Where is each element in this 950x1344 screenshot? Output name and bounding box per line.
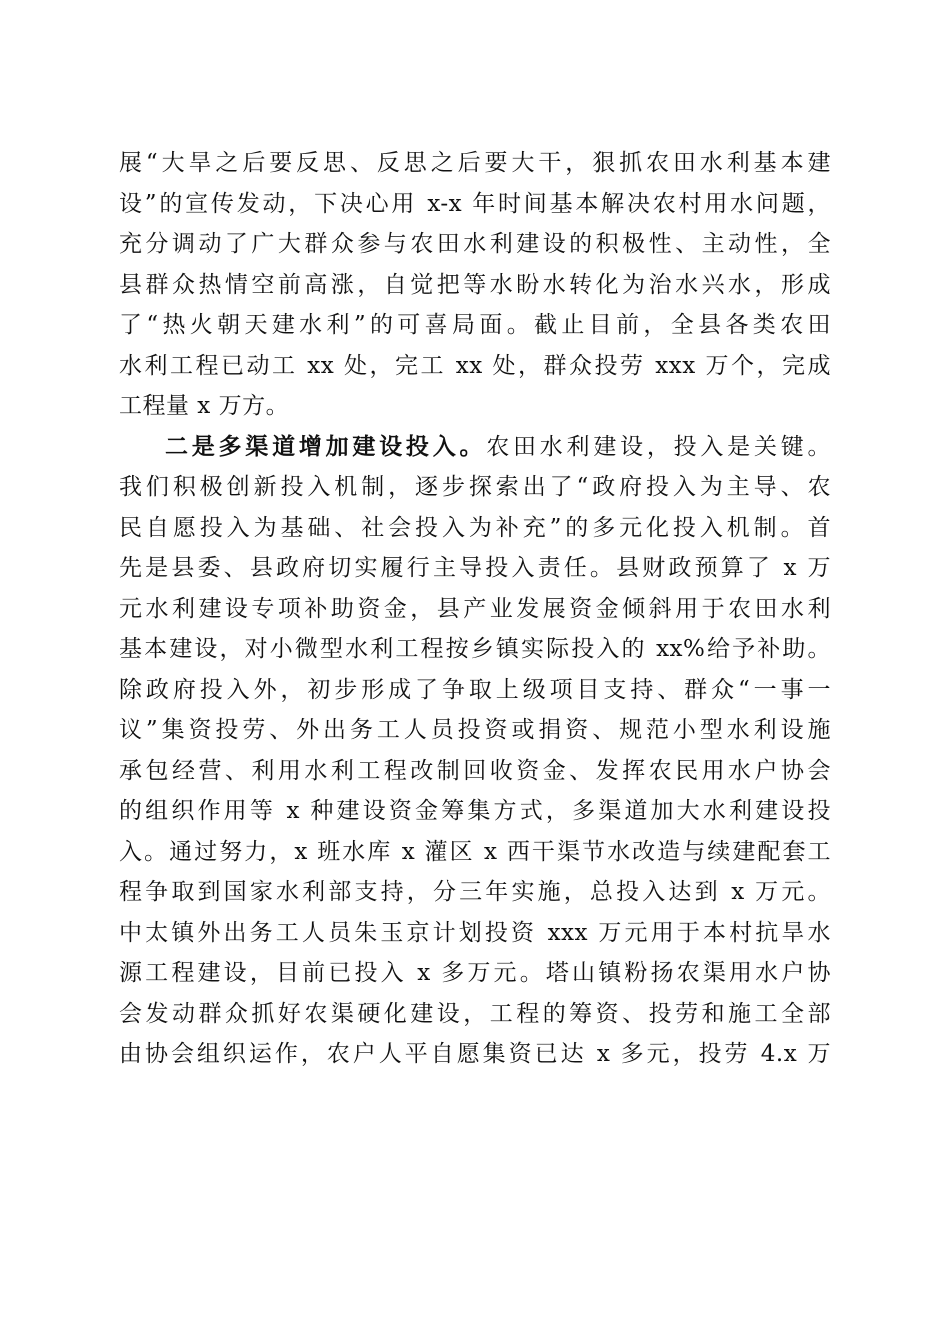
section-heading: 二是多渠道增加建设投入。 bbox=[165, 432, 487, 460]
paragraph-2-line: 由协会组织运作，农户人平自愿集资已达 x 多元，投劳 4.x 万 bbox=[119, 1041, 831, 1067]
paragraph-2-line: 中太镇外出务工人员朱玉京计划投资 xxx 万元用于本村抗旱水 bbox=[119, 919, 831, 946]
paragraph-1-line: 设”的宣传发动，下决心用 x-x 年时间基本解决农村用水问题， bbox=[119, 190, 831, 217]
paragraph-1-line: 水利工程已动工 xx 处，完工 xx 处，群众投劳 xxx 万个，完成 bbox=[119, 352, 831, 379]
paragraph-2-line: 先是县委、县政府切实履行主导投入责任。县财政预算了 x 万 bbox=[119, 555, 831, 581]
paragraph-1-line: 工程量 x 万方。 bbox=[119, 393, 290, 419]
paragraph-2-first-line-text: 农田水利建设，投入是关键。 bbox=[486, 433, 832, 460]
body-text bbox=[119, 143, 831, 1075]
paragraph-1-line: 了“热火朝天建水利”的可喜局面。截止目前，全县各类农田 bbox=[119, 312, 831, 338]
paragraph-2-line: 基本建设，对小微型水利工程按乡镇实际投入的 xx%给予补助。 bbox=[119, 636, 831, 662]
paragraph-2-first-line bbox=[119, 427, 831, 468]
paragraph-2-line: 民自愿投入为基础、社会投入为补充”的多元化投入机制。首 bbox=[119, 514, 831, 541]
paragraph-2-line: 我们积极创新投入机制，逐步探索出了“政府投入为主导、农 bbox=[119, 474, 831, 500]
paragraph-2-line: 会发动群众抓好农渠硬化建设，工程的筹资、投劳和施工全部 bbox=[119, 1000, 831, 1027]
paragraph-1-line: 县群众热情空前高涨，自觉把等水盼水转化为治水兴水，形成 bbox=[119, 271, 831, 298]
paragraph-2-line: 承包经营、利用水利工程改制回收资金、发挥农民用水户协会 bbox=[119, 757, 831, 784]
paragraph-2-line: 源工程建设，目前已投入 x 多万元。塔山镇粉扬农渠用水户协 bbox=[119, 960, 831, 986]
paragraph-2-line: 元水利建设专项补助资金，县产业发展资金倾斜用于农田水利 bbox=[119, 595, 831, 622]
paragraph-2-line: 议”集资投劳、外出务工人员投资或捐资、规范小型水利设施 bbox=[119, 717, 831, 743]
paragraph-2-line: 除政府投入外，初步形成了争取上级项目支持、群众“一事一 bbox=[119, 676, 831, 703]
paragraph-2-line: 程争取到国家水利部支持，分三年实施，总投入达到 x 万元。 bbox=[119, 879, 831, 905]
paragraph-2-line: 入。通过努力，x 班水库 x 灌区 x 西干渠节水改造与续建配套工 bbox=[119, 838, 831, 865]
paragraph-1-line: 展“大旱之后要反思、反思之后要大干，狠抓农田水利基本建 bbox=[119, 150, 831, 176]
paragraph-2-line: 的组织作用等 x 种建设资金筹集方式，多渠道加大水利建设投 bbox=[119, 798, 831, 824]
paragraph-1-line: 充分调动了广大群众参与农田水利建设的积极性、主动性，全 bbox=[119, 231, 831, 257]
